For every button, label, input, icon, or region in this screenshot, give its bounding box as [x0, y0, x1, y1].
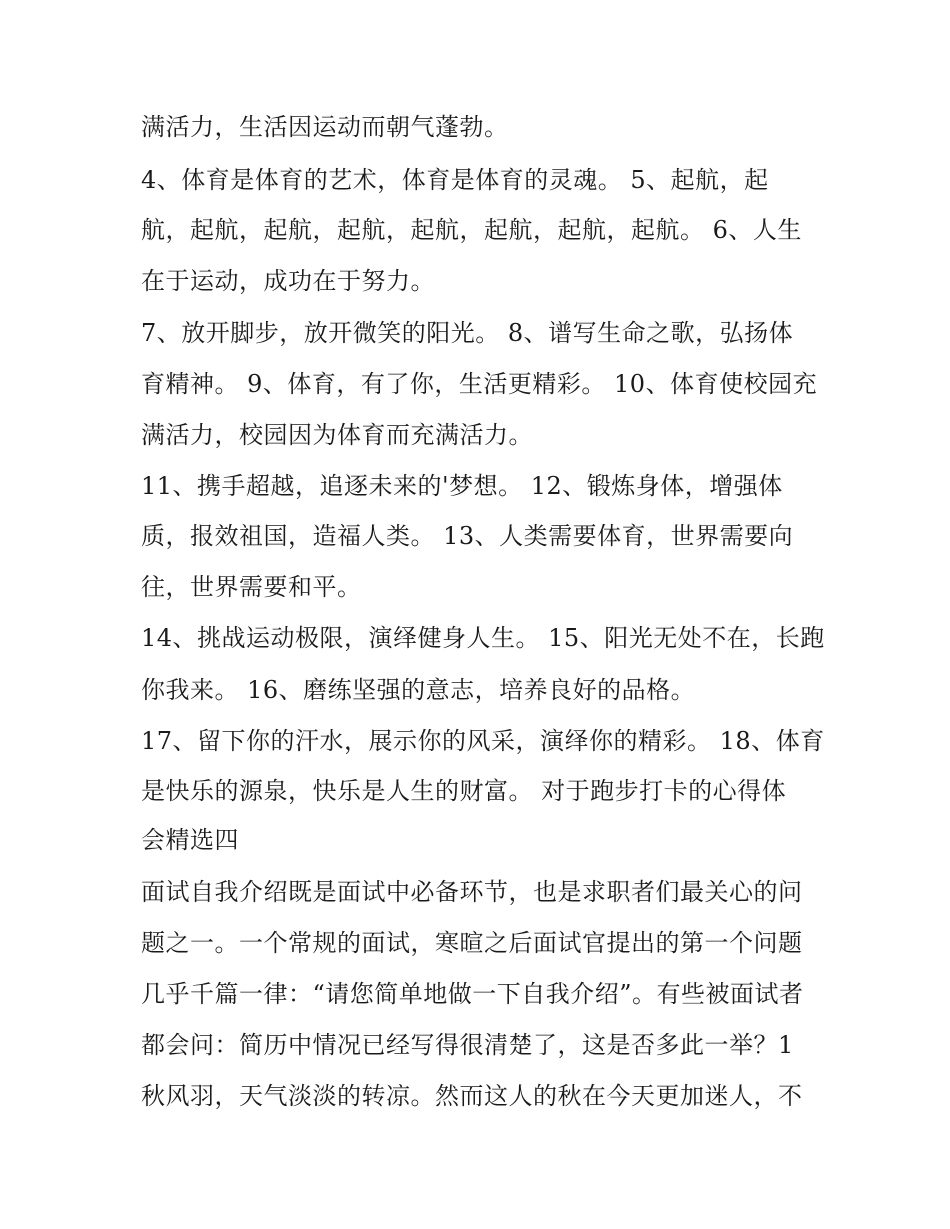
text-line: 秋风羽，天气淡淡的转凉。然而这人的秋在今天更加迷人，不: [141, 1082, 803, 1110]
text-line: 17、留下你的汗水，展示你的风采，演绎你的精彩。 18、体育: [141, 727, 825, 755]
text-line: 往，世界需要和平。: [141, 573, 362, 601]
text-line: 会精选四: [141, 826, 239, 854]
text-line: 你我来。 16、磨练坚强的意志，培养良好的品格。: [141, 676, 696, 704]
text-line: 4、体育是体育的艺术，体育是体育的灵魂。 5、起航，起: [141, 166, 769, 194]
text-line: 质，报效祖国，造福人类。 13、人类需要体育，世界需要向: [141, 522, 794, 550]
text-line: 满活力，校园因为体育而充满活力。: [141, 421, 533, 449]
text-line: 航，起航，起航，起航，起航，起航，起航，起航。 6、人生: [141, 216, 802, 244]
text-line: 11、携手超越，追逐未来的'梦想。 12、锻炼身体，增强体: [141, 472, 783, 500]
text-line: 在于运动，成功在于努力。: [141, 267, 435, 295]
text-line: 14、挑战运动极限，演绎健身人生。 15、阳光无处不在，长跑: [141, 624, 825, 652]
text-line: 7、放开脚步，放开微笑的阳光。 8、谱写生命之歌，弘扬体: [141, 319, 794, 347]
text-line: 都会问：简历中情况已经写得很清楚了，这是否多此一举？1: [141, 1031, 794, 1059]
text-line: 是快乐的源泉，快乐是人生的财富。 对于跑步打卡的心得体: [141, 777, 787, 805]
text-line: 育精神。 9、体育，有了你，生活更精彩。 10、体育使校园充: [141, 370, 818, 398]
text-line: 几乎千篇一律：“请您简单地做一下自我介绍”。有些被面试者: [141, 980, 804, 1008]
text-line: 面试自我介绍既是面试中必备环节，也是求职者们最关心的问: [141, 878, 803, 906]
text-line: 满活力，生活因运动而朝气蓬勃。: [141, 113, 509, 141]
text-line: 题之一。一个常规的面试，寒暄之后面试官提出的第一个问题: [141, 929, 803, 957]
